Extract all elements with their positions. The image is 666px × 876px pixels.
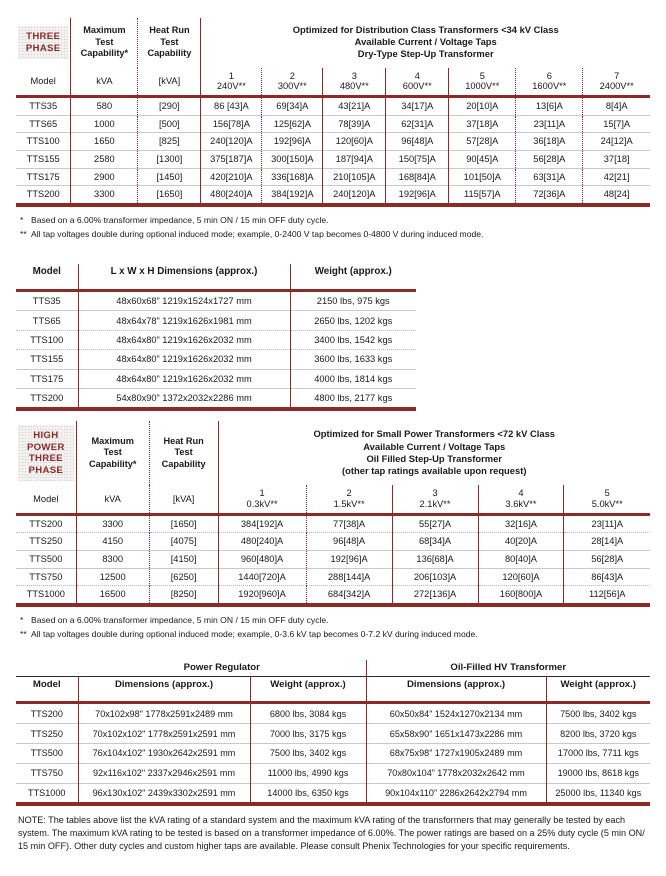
t1-r5-model: TTS200 <box>16 186 71 203</box>
t3-tap-header-4 <box>478 485 564 514</box>
t3-r4-kva: 16500 <box>76 586 149 603</box>
combo-dimensions-table <box>16 660 650 803</box>
t3-tap-volts-3: 2.1kV** <box>419 498 451 509</box>
three-phase-badge-cell <box>16 18 71 68</box>
high-power-badge-cell <box>16 421 76 485</box>
t3-r0-model: TTS200 <box>16 514 76 533</box>
t3-tap-num-5: 5 <box>604 488 610 499</box>
t1-r1-tap7: 15[7]A <box>583 115 650 133</box>
t3-r3-tap4: 120[60]A <box>478 568 564 586</box>
t4-r3-model: TTS750 <box>16 763 78 783</box>
footnote-2-text: All tap voltages double during optional induced mode; example, 0-2400 V tap becomes 0-4800 V during induced mode. <box>31 228 484 239</box>
table-row <box>16 369 416 388</box>
t1-r4-tap6: 63[31]A <box>516 168 583 186</box>
t1-tap-header-2 <box>262 68 323 97</box>
t3-tap-header-5 <box>564 485 650 514</box>
table-row <box>16 311 416 330</box>
t1-optimized-header <box>201 18 650 68</box>
t1-r5-heat: [1650] <box>138 186 201 203</box>
t1-r3-tap4: 150[75]A <box>386 151 449 169</box>
t1-r1-model: TTS65 <box>16 115 71 133</box>
t1-r5-tap7: 48[24] <box>583 186 650 203</box>
t3-r1-tap1: 480[240]A <box>218 533 306 551</box>
table-row <box>16 514 650 533</box>
t3-subheader-row <box>16 485 650 514</box>
table-row <box>16 388 416 407</box>
t3-r3-tap3: 206[103]A <box>392 568 478 586</box>
t3-sub-model: Model <box>16 485 76 514</box>
t3-max-test-l3: Capability* <box>88 458 137 469</box>
t3-r1-heat: [4075] <box>149 533 218 551</box>
t3-optimized-header <box>218 421 650 485</box>
footnote-2-line-2 <box>20 628 646 642</box>
t3-r2-tap3: 136[68]A <box>392 551 478 569</box>
t3-r4-tap3: 272[136]A <box>392 586 478 603</box>
t1-r2-model: TTS100 <box>16 133 71 151</box>
t1-r0-tap5: 20[10]A <box>449 97 516 116</box>
t2-r5-model: TTS200 <box>16 388 78 407</box>
t1-tap-header-6 <box>516 68 583 97</box>
t3-optimized-l1: Optimized for Small Power Transformers <72 kV Class <box>313 428 555 440</box>
t1-r3-heat: [1300] <box>138 151 201 169</box>
t1-r0-tap4: 34[17]A <box>386 97 449 116</box>
t4-r4-model: TTS1000 <box>16 783 78 802</box>
t1-subheader-row <box>16 68 650 97</box>
t1-r2-tap7: 24[12]A <box>583 133 650 151</box>
t1-r4-tap3: 210[105]A <box>323 168 386 186</box>
t1-tap-header-4 <box>386 68 449 97</box>
t3-r1-tap2: 96[48]A <box>306 533 392 551</box>
t1-r3-tap6: 56[28]A <box>516 151 583 169</box>
t1-r5-tap6: 72[36]A <box>516 186 583 203</box>
t1-r4-model: TTS175 <box>16 168 71 186</box>
t3-optimized-l2: Available Current / Voltage Taps <box>363 440 506 452</box>
t1-r5-tap4: 192[96]A <box>386 186 449 203</box>
t1-r2-heat: [825] <box>138 133 201 151</box>
t1-optimized-l2: Available Current / Voltage Taps <box>354 36 497 48</box>
table-row <box>16 586 650 603</box>
t1-r4-tap7: 42[21] <box>583 168 650 186</box>
t3-heat-run-l1: Heat Run <box>163 435 204 446</box>
t2-rule-c2 <box>78 281 290 291</box>
t1-tap-num-3: 3 <box>351 70 357 81</box>
table-row <box>16 533 650 551</box>
t2-header-row <box>16 264 416 281</box>
t4-rule-c3 <box>250 693 366 703</box>
t3-tap-volts-4: 3.6kV** <box>505 498 537 509</box>
t3-max-test-l1: Maximum <box>91 435 134 446</box>
t4-r2-dims-right: 68x75x98” 1727x1905x2489 mm <box>366 743 546 763</box>
t4-r1-weight-right: 8200 lbs, 3720 kgs <box>546 724 650 744</box>
t1-r2-tap1: 240[120]A <box>201 133 262 151</box>
t1-r4-tap5: 101[50]A <box>449 168 516 186</box>
t3-r0-tap1: 384[192]A <box>218 514 306 533</box>
t2-rule-c3 <box>290 281 416 291</box>
t4-header-dims-left: Dimensions (approx.) <box>78 676 250 693</box>
t1-r5-tap3: 240[120]A <box>323 186 386 203</box>
hp-badge-l3: THREE <box>28 453 63 465</box>
t1-r4-tap4: 168[84]A <box>386 168 449 186</box>
footnote2-2-text: All tap voltages double during optional induced mode; example, 0-3.6 kV tap becomes 0-7.2 kV during induced mode. <box>31 628 478 639</box>
footnote-2-line-1 <box>20 614 646 628</box>
table-row <box>16 703 650 724</box>
t1-tap-volts-5: 1000V** <box>465 81 500 92</box>
t1-tap-num-4: 4 <box>414 70 420 81</box>
t1-r3-tap5: 90[45]A <box>449 151 516 169</box>
table-row <box>16 743 650 763</box>
t1-r1-tap6: 23[11]A <box>516 115 583 133</box>
t3-max-test-l2: Test <box>103 447 122 458</box>
t2-r3-weight: 3600 lbs, 1633 kgs <box>290 350 416 369</box>
t1-tap-header-5 <box>449 68 516 97</box>
t4-header-model: Model <box>16 676 78 693</box>
t1-tap-num-5: 5 <box>479 70 485 81</box>
table-row <box>16 724 650 744</box>
t4-r2-weight-left: 7500 lbs, 3402 kgs <box>250 743 366 763</box>
t1-tap-volts-2: 300V** <box>277 81 307 92</box>
t4-r3-weight-right: 19000 lbs, 8618 kgs <box>546 763 650 783</box>
t3-sub-kva-brackets: [kVA] <box>149 485 218 514</box>
t1-tap-header-1 <box>201 68 262 97</box>
t4-header-weight-left: Weight (approx.) <box>250 676 366 693</box>
footnotes-block-2 <box>16 607 650 642</box>
t1-r0-tap1: 86 [43]A <box>201 97 262 116</box>
t1-heat-run-header <box>138 18 201 68</box>
t4-rule-c4 <box>366 693 546 703</box>
t2-r1-model: TTS65 <box>16 311 78 330</box>
t3-r2-tap4: 80[40]A <box>478 551 564 569</box>
three-phase-badge: THREE PHASE <box>18 26 68 59</box>
t3-r4-tap2: 684[342]A <box>306 586 392 603</box>
t1-heat-run-l1: Heat Run <box>149 25 190 36</box>
t4-group-header-row <box>16 660 650 677</box>
t1-r1-tap3: 78[39]A <box>323 115 386 133</box>
t3-r3-model: TTS750 <box>16 568 76 586</box>
t1-r3-tap3: 187[94]A <box>323 151 386 169</box>
table-row <box>16 551 650 569</box>
t1-optimized-l3: Dry-Type Step-Up Transformer <box>357 48 494 60</box>
t2-r0-model: TTS35 <box>16 291 78 311</box>
t1-r2-tap2: 192[96]A <box>262 133 323 151</box>
t2-rule-row <box>16 281 416 291</box>
t1-r2-tap5: 57[28]A <box>449 133 516 151</box>
t3-r4-tap1: 1920[960]A <box>218 586 306 603</box>
t4-r1-weight-left: 7000 lbs, 3175 kgs <box>250 724 366 744</box>
t3-heat-run-l2: Test <box>174 447 193 458</box>
t1-max-test-header <box>71 18 138 68</box>
table-row <box>16 291 416 311</box>
t3-r4-heat: [8250] <box>149 586 218 603</box>
t1-heat-run-l3: Capability <box>147 48 192 59</box>
t3-r1-tap4: 40[20]A <box>478 533 564 551</box>
table-row <box>16 330 416 349</box>
t2-r4-model: TTS175 <box>16 369 78 388</box>
t4-r0-dims-left: 70x102x98" 1778x2591x2489 mm <box>78 703 250 724</box>
high-power-spec-table <box>16 421 650 603</box>
t3-tap-volts-5: 5.0kV** <box>591 498 623 509</box>
t2-r4-dims: 48x64x80” 1219x1626x2032 mm <box>78 369 290 388</box>
table-row <box>16 168 650 186</box>
table-row <box>16 783 650 802</box>
t3-optimized-l4: (other tap ratings available upon request) <box>342 465 527 476</box>
t1-sub-model: Model <box>16 68 71 97</box>
t1-max-test-l1: Maximum <box>83 25 126 36</box>
t2-r4-weight: 4000 lbs, 1814 kgs <box>290 369 416 388</box>
t1-max-test-l3: Capability* <box>80 48 129 59</box>
t1-r2-kva: 1650 <box>71 133 138 151</box>
t3-r3-heat: [6250] <box>149 568 218 586</box>
t3-r2-tap5: 56[28]A <box>564 551 650 569</box>
t3-tap-num-4: 4 <box>518 488 524 499</box>
t1-tap-num-2: 2 <box>289 70 295 81</box>
three-phase-spec-table <box>16 18 650 203</box>
t1-r1-tap1: 156[78]A <box>201 115 262 133</box>
t3-r4-tap4: 160[800]A <box>478 586 564 603</box>
t2-r2-weight: 3400 lbs, 1542 kgs <box>290 330 416 349</box>
section-spacer <box>16 411 650 421</box>
table-row <box>16 763 650 783</box>
t1-r5-tap5: 115[57]A <box>449 186 516 203</box>
t3-optimized-l3: Oil Filled Step-Up Transformer <box>366 452 502 464</box>
t3-r3-tap5: 86[43]A <box>564 568 650 586</box>
t4-r1-model: TTS250 <box>16 724 78 744</box>
t2-header-weight: Weight (approx.) <box>314 265 392 277</box>
t3-r1-model: TTS250 <box>16 533 76 551</box>
t3-tap-num-2: 2 <box>346 488 352 499</box>
t2-r3-dims: 48x64x80” 1219x1626x2032 mm <box>78 350 290 369</box>
t4-r1-dims-left: 70x102x102" 1778x2591x2591 mm <box>78 724 250 744</box>
t3-r0-tap2: 77[38]A <box>306 514 392 533</box>
t4-group-blank <box>16 660 78 677</box>
footnote2-1-text: Based on a 6.00% transformer impedance, 5 min ON / 15 min OFF duty cycle. <box>31 615 329 626</box>
hp-badge-l1: HIGH <box>33 430 59 442</box>
t1-r0-tap7: 8[4]A <box>605 101 628 112</box>
table-row <box>16 115 650 133</box>
t1-r0-model: TTS35 <box>16 97 71 116</box>
t2-r3-model: TTS155 <box>16 350 78 369</box>
t2-header-dimensions: L x W x H Dimensions (approx.) <box>78 264 290 281</box>
t1-r2-tap3: 120[60]A <box>323 133 386 151</box>
t1-tap-num-7: 7 <box>614 70 620 81</box>
t4-r4-weight-right: 25000 lbs, 11340 kgs <box>546 783 650 802</box>
t4-header-dims-right: Dimensions (approx.) <box>366 676 546 693</box>
t1-tap-header-3 <box>323 68 386 97</box>
t1-r1-tap2: 125[62]A <box>262 115 323 133</box>
t3-tap-num-3: 3 <box>432 488 438 499</box>
t1-r1-kva: 1000 <box>71 115 138 133</box>
t2-r5-dims: 54x80x90” 1372x2032x2286 mm <box>78 388 290 407</box>
t3-r2-model: TTS500 <box>16 551 76 569</box>
t1-tap-num-1: 1 <box>228 70 234 81</box>
footnote-1-line-1 <box>20 214 646 228</box>
t1-r2-tap6: 36[18]A <box>516 133 583 151</box>
t1-r3-tap1: 375[187]A <box>201 151 262 169</box>
t4-rule-c5 <box>546 693 650 703</box>
t3-r2-kva: 8300 <box>76 551 149 569</box>
t4-group-oil-filled: Oil-Filled HV Transformer <box>450 661 567 673</box>
t3-r1-tap5: 28[14]A <box>564 533 650 551</box>
t1-r0-tap6: 13[6]A <box>516 97 583 116</box>
t2-r0-dims: 48x60x68” 1219x1524x1727 mm <box>78 291 290 311</box>
t1-r1-heat: [500] <box>138 115 201 133</box>
t3-header-row <box>16 421 650 485</box>
table-row <box>16 350 416 369</box>
t4-header-weight-right: Weight (approx.) <box>546 676 650 693</box>
t3-r0-heat: [1650] <box>149 514 218 533</box>
t1-r3-model: TTS155 <box>16 151 71 169</box>
t1-optimized-l1: Optimized for Distribution Class Transformers <34 kV Class <box>292 24 559 35</box>
t3-r3-tap2: 288[144]A <box>306 568 392 586</box>
t1-tap-header-7 <box>583 68 650 97</box>
t4-r2-dims-left: 76x104x102" 1930x2642x2591 mm <box>78 743 250 763</box>
t4-r0-weight-right: 7500 lbs, 3402 kgs <box>560 708 637 719</box>
footnote2-mark-single: * <box>20 615 24 626</box>
t1-r3-tap7: 37[18] <box>583 151 650 169</box>
dimensions-table <box>16 264 416 408</box>
t4-r0-weight-left: 6800 lbs, 3084 kgs <box>250 703 366 724</box>
table-row <box>16 97 650 116</box>
t1-r0-heat: [290] <box>138 97 201 116</box>
footnote-mark-double: ** <box>20 228 27 239</box>
table-row <box>16 186 650 203</box>
t4-rule-row <box>16 693 650 703</box>
t3-tap-header-2 <box>306 485 392 514</box>
t4-r4-weight-left: 14000 lbs, 6350 kgs <box>250 783 366 802</box>
t3-tap-header-1 <box>218 485 306 514</box>
t3-tap-volts-1: 0.3kV** <box>246 498 278 509</box>
t3-r0-tap4: 32[16]A <box>478 514 564 533</box>
t1-tap-volts-3: 480V** <box>339 81 369 92</box>
t3-r0-kva: 3300 <box>76 514 149 533</box>
t1-tap-volts-6: 1600V** <box>532 81 567 92</box>
t1-r0-tap3: 43[21]A <box>323 97 386 116</box>
t4-rule-c1 <box>16 693 78 703</box>
t1-tap-volts-1: 240V** <box>216 81 246 92</box>
t3-r3-kva: 12500 <box>76 568 149 586</box>
t3-tap-header-3 <box>392 485 478 514</box>
t1-sub-kva-brackets: [kVA] <box>138 68 201 97</box>
t1-sub-kva: kVA <box>71 68 138 97</box>
footnote2-mark-double: ** <box>20 628 27 639</box>
t1-header-row <box>16 18 650 68</box>
t4-r2-model: TTS500 <box>16 743 78 763</box>
footnote-1-line-2 <box>20 228 646 242</box>
t4-r2-weight-right: 17000 lbs, 7711 kgs <box>546 743 650 763</box>
t1-r5-tap2: 384[192]A <box>262 186 323 203</box>
t1-r2-tap4: 96[48]A <box>386 133 449 151</box>
t4-r1-dims-right: 65x58x90” 1651x1473x2286 mm <box>366 724 546 744</box>
t3-r0-tap3: 55[27]A <box>392 514 478 533</box>
t1-r4-heat: [1450] <box>138 168 201 186</box>
t3-r4-model: TTS1000 <box>16 586 76 603</box>
t4-r0-dims-right: 60x50x84” 1524x1270x2134 mm <box>366 703 546 724</box>
t1-r3-tap2: 300[150]A <box>262 151 323 169</box>
footnote-mark-single: * <box>20 215 24 226</box>
t1-r1-tap4: 62[31]A <box>386 115 449 133</box>
t4-rule-c2 <box>78 693 250 703</box>
t3-r1-kva: 4150 <box>76 533 149 551</box>
t3-r1-tap3: 68[34]A <box>392 533 478 551</box>
t2-header-model: Model <box>16 264 78 281</box>
t1-r5-kva: 3300 <box>71 186 138 203</box>
t3-heat-run-header <box>149 421 218 485</box>
t1-heat-run-l2: Test <box>160 36 179 47</box>
t1-r4-kva: 2900 <box>71 168 138 186</box>
t4-r3-weight-left: 11000 lbs, 4990 kgs <box>250 763 366 783</box>
t3-r4-tap5: 112[56]A <box>564 586 650 603</box>
t4-r0-model: TTS200 <box>16 703 78 724</box>
t3-r2-heat: [4150] <box>149 551 218 569</box>
t3-sub-kva: kVA <box>76 485 149 514</box>
t1-r0-kva: 580 <box>71 97 138 116</box>
t3-tap-num-1: 1 <box>259 488 265 499</box>
t1-r3-kva: 2580 <box>71 151 138 169</box>
t1-r1-tap5: 37[18]A <box>449 115 516 133</box>
t4-r4-dims-right: 90x104x110” 2286x2642x2794 mm <box>366 783 546 802</box>
t2-r5-weight: 4800 lbs, 2177 kgs <box>290 388 416 407</box>
t1-r5-tap1: 480[240]A <box>201 186 262 203</box>
footnote-1-text: Based on a 6.00% transformer impedance, 5 min ON / 15 min OFF duty cycle. <box>31 215 329 226</box>
t1-r4-tap2: 336[168]A <box>262 168 323 186</box>
t2-r2-dims: 48x64x80” 1219x1626x2032 mm <box>78 330 290 349</box>
t4-r3-dims-right: 70x80x104” 1778x2032x2642 mm <box>366 763 546 783</box>
dimensions-table-wrapper <box>16 264 416 412</box>
t1-r4-tap1: 420[210]A <box>201 168 262 186</box>
t1-tap-volts-4: 600V** <box>402 81 432 92</box>
t3-max-test-header <box>76 421 149 485</box>
t3-r0-tap5: 23[11]A <box>591 518 623 529</box>
t1-r0-tap2: 69[34]A <box>262 97 323 116</box>
t4-group-power-regulator: Power Regulator <box>78 660 366 677</box>
t3-tap-volts-2: 1.5kV** <box>333 498 365 509</box>
t3-heat-run-l3: Capability <box>161 458 206 469</box>
high-power-badge <box>18 425 74 481</box>
t2-r1-dims: 48x64x78” 1219x1626x1981 mm <box>78 311 290 330</box>
t2-r0-weight: 2150 lbs, 975 kgs <box>316 296 390 307</box>
t2-r2-model: TTS100 <box>16 330 78 349</box>
t2-rule-c1 <box>16 281 78 291</box>
table-row <box>16 568 650 586</box>
t4-r4-dims-left: 96x130x102" 2439x3302x2591 mm <box>78 783 250 802</box>
table-row <box>16 133 650 151</box>
final-note: NOTE: The tables above list the kVA rating of a standard system and the maximum kVA rating of the transformers that may generally be tested by each system. The maximum kVA rating to be tested is based on a transformer impedance of 6.00%. The power ratings are based on a 25% duty cycle (5 min ON/ 15 min OFF). Other duty cycles and custom higher taps are available. Please consult Phenix Technologies for your specific requirements. <box>18 815 645 852</box>
t3-r3-tap1: 1440[720]A <box>218 568 306 586</box>
hp-badge-l2: POWER <box>26 441 65 453</box>
t4-header-row <box>16 676 650 693</box>
hp-badge-l4: PHASE <box>28 464 64 476</box>
t1-max-test-l2: Test <box>95 36 114 47</box>
t3-r2-tap2: 192[96]A <box>306 551 392 569</box>
t4-r3-dims-left: 92x116x102" 2337x2946x2591 mm <box>78 763 250 783</box>
t3-r2-tap1: 960[480]A <box>218 551 306 569</box>
footnotes-block-1 <box>16 207 650 242</box>
t2-r1-weight: 2650 lbs, 1202 kgs <box>290 311 416 330</box>
t1-tap-volts-7: 2400V** <box>599 81 634 92</box>
table-row <box>16 151 650 169</box>
t1-tap-num-6: 6 <box>546 70 552 81</box>
